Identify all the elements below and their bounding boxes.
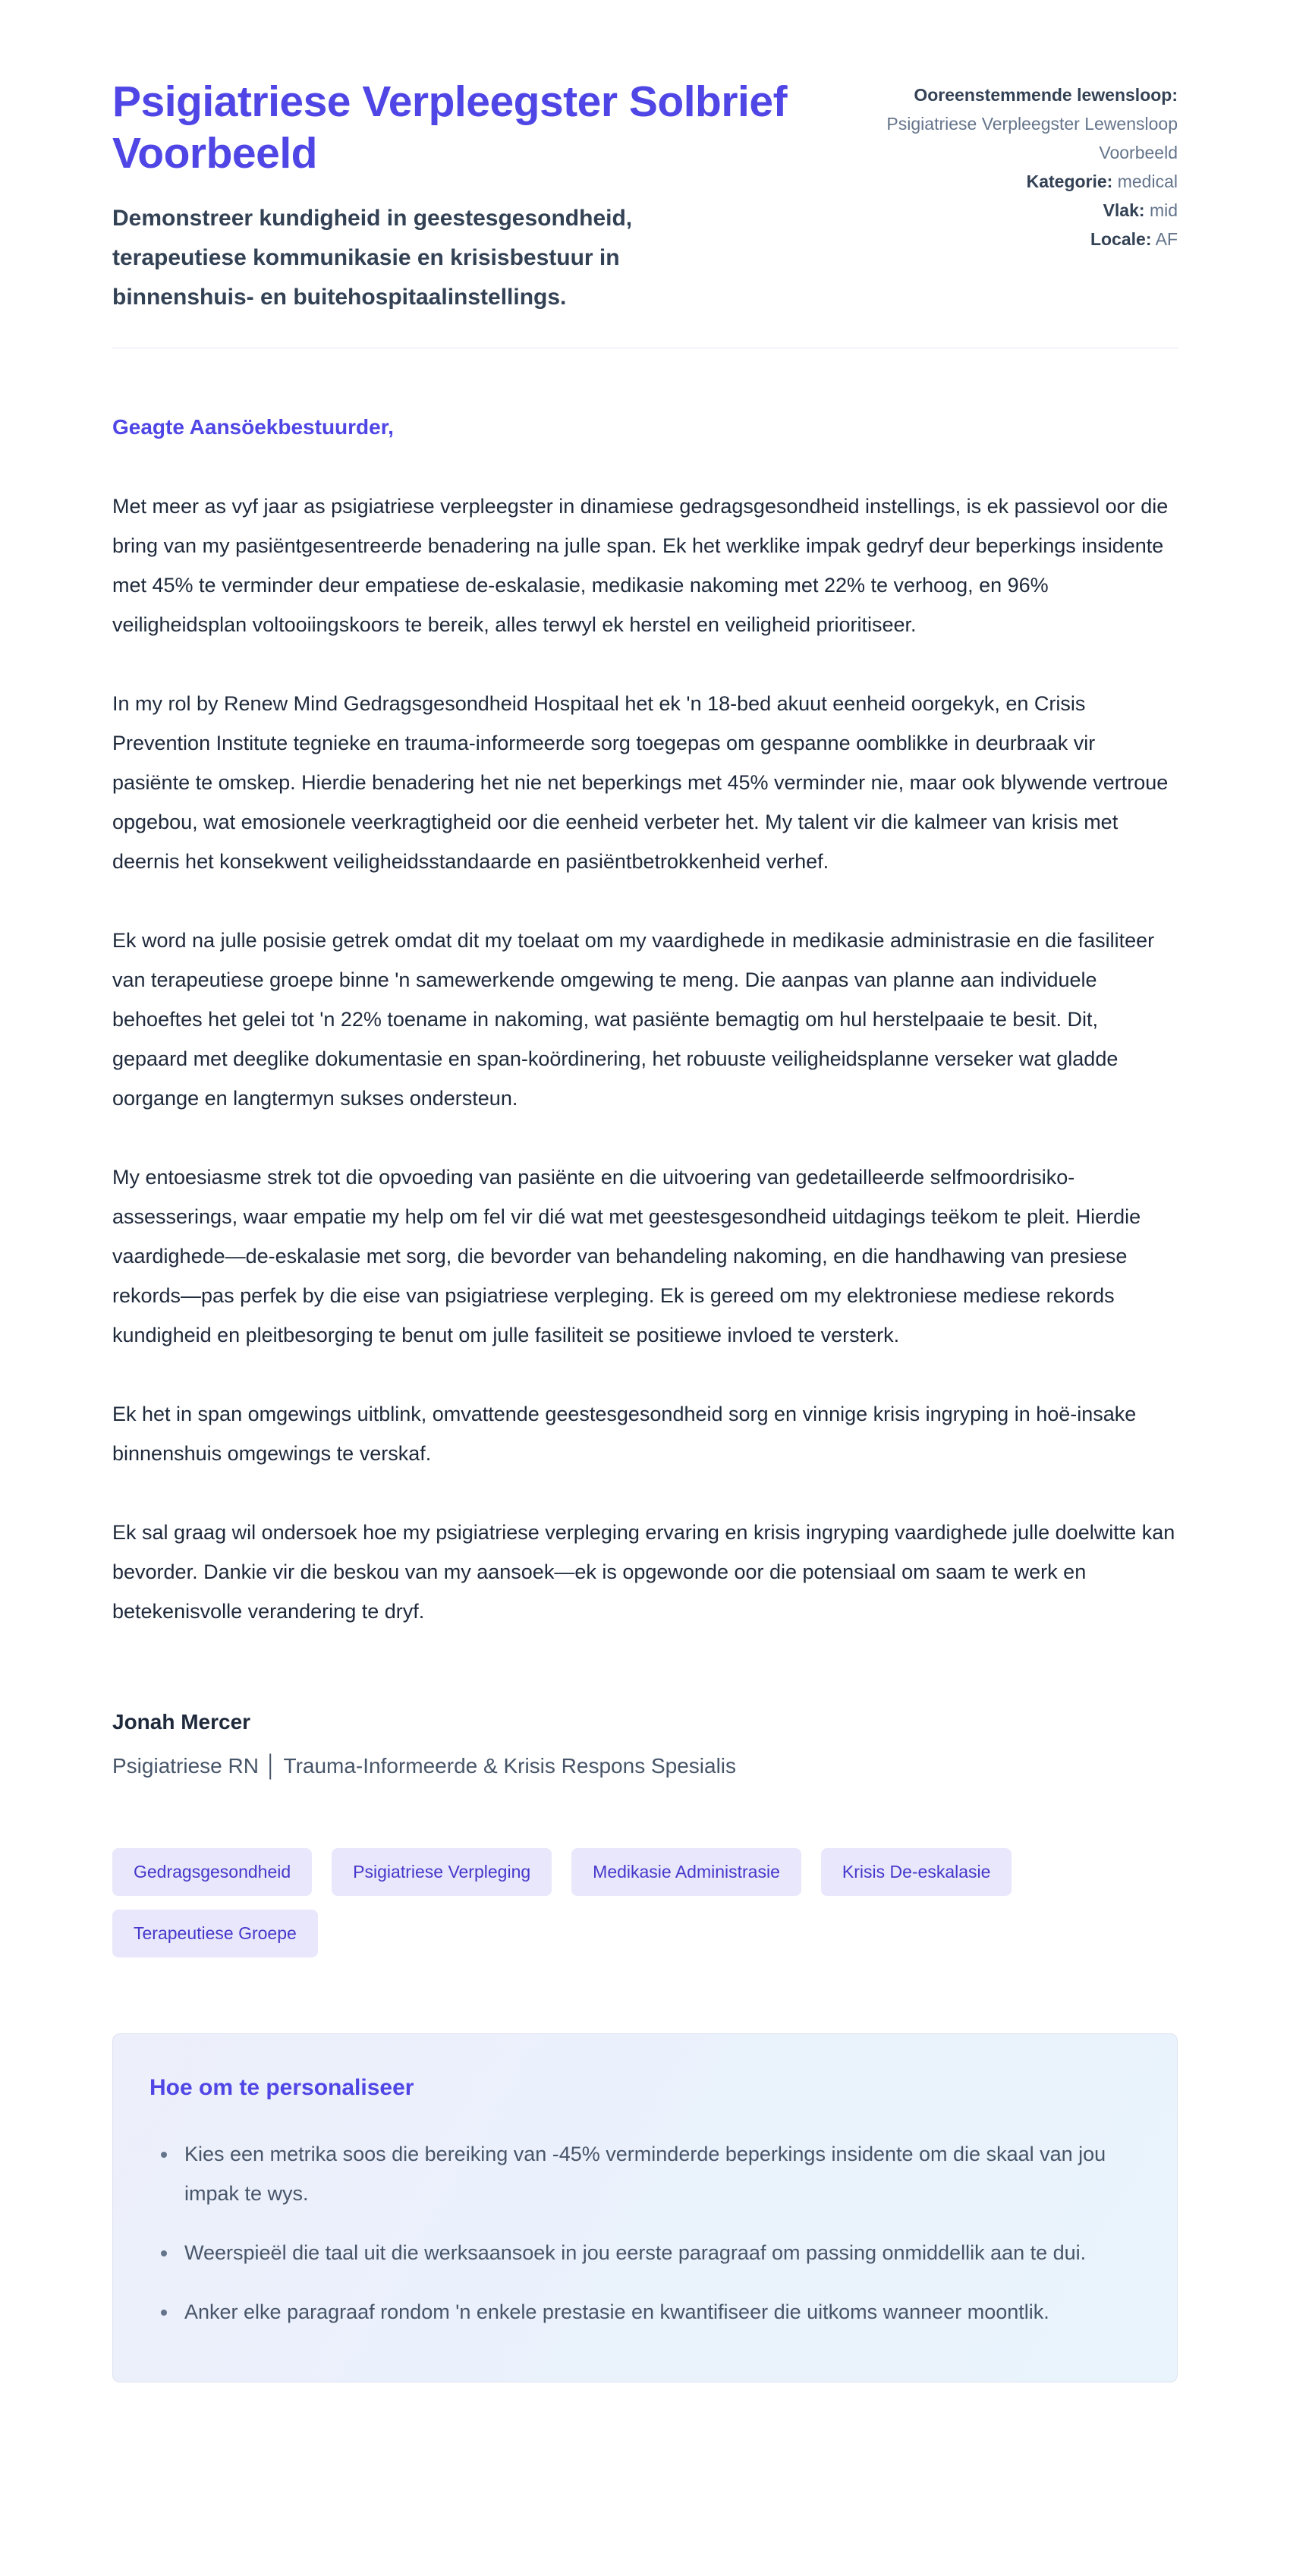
- tag-chip: Gedragsgesondheid: [112, 1848, 312, 1896]
- meta-level-line: [821, 196, 1178, 225]
- letter-body: [112, 487, 1178, 1631]
- meta-category-line: [821, 167, 1178, 196]
- personalize-list: [149, 2134, 1137, 2332]
- tag-chip: Krisis De-eskalasie: [821, 1848, 1012, 1896]
- skill-tags: [112, 1848, 1178, 1957]
- header-title-block: [112, 76, 821, 317]
- matching-resume-link[interactable]: Psigiatriese Verpleegster Lewensloop Voorbeeld: [886, 114, 1178, 162]
- letter-paragraph: My entoesiasme strek tot die opvoeding van pasiënte en die uitvoering van gedetailleerde selfmoordrisiko-assesserings, waar empatie my help om fel vir dié wat met geestesgesondheid uitdagings teëkom te pleit. Hierdie vaardighede—de-eskalasie met sorg, die bevorder van behandeling nakoming, en die handhawing van presiese rekords—pas perfek by die eise van psigiatriese verpleging. Ek is gereed om my elektroniese mediese rekords kundigheid en pleitbesorging te benut om julle fasiliteit se positiewe invloed te versterk.: [112, 1166, 1141, 1346]
- tag-chip: Terapeutiese Groepe: [112, 1910, 318, 1957]
- meta-level-value: mid: [1149, 200, 1178, 220]
- header-meta-block: [821, 76, 1178, 254]
- letter-paragraph: Ek het in span omgewings uitblink, omvattende geestesgesondheid sorg en vinnige krisis ingryping in hoë-insake binnenshuis omgewings te verskaf.: [112, 1403, 1137, 1465]
- page-header: [112, 76, 1178, 317]
- meta-locale-label: Locale:: [1090, 229, 1152, 249]
- page-title: Psigiatriese Verpleegster Solbrief Voorbeeld: [112, 77, 788, 178]
- page-subtitle: Demonstreer kundigheid in geestesgesondheid, terapeutiese kommunikasie en krisisbestuur in binnenshuis- en buitehospitaalinstellings.: [112, 206, 633, 310]
- personalize-card: [112, 2033, 1178, 2382]
- meta-category-value: medical: [1117, 172, 1178, 191]
- letter-paragraph: Ek word na julle posisie getrek omdat dit my toelaat om my vaardighede in medikasie administrasie en die fasiliteer van terapeutiese groepe binne 'n samewerkende omgewing te meng. Die aanpas van planne aan individuele behoeftes het gelei tot 'n 22% toename in nakoming, wat pasiënte bemagtig om hul herstelpaaie te besit. Dit, gepaard met deeglike dokumentasie en span-koördinering, het robuuste veiligheidsplanne verseker wat gladde oorgange en langtermyn sukses ondersteun.: [112, 929, 1155, 1110]
- tag-chip: Psigiatriese Verpleging: [332, 1848, 552, 1896]
- tag-chip: Medikasie Administrasie: [571, 1848, 801, 1896]
- letter-salutation: Geagte Aansöekbestuurder,: [112, 415, 394, 439]
- letter-paragraph: In my rol by Renew Mind Gedragsgesondheid Hospitaal het ek 'n 18-bed akuut eenheid oorgekyk, en Crisis Prevention Institute tegnieke en trauma-informeerde sorg toegepas om gespanne oomblikke in deurbraak vir pasiënte te omskep. Hierdie benadering het nie net beperkings met 45% verminder nie, maar ook blywende vertroue opgebou, wat emosionele veerkragtigheid oor die eenheid verbeter het. My talent vir die kalmeer van krisis met deernis het konsekwent veiligheidsstandaarde en pasiëntbetrokkenheid verhef.: [112, 692, 1169, 873]
- personalize-heading: Hoe om te personaliseer: [149, 2075, 414, 2100]
- meta-level-label: Vlak:: [1103, 200, 1145, 220]
- signature-block: [112, 1710, 1178, 1778]
- letter-paragraph: Met meer as vyf jaar as psigiatriese verpleegster in dinamiese gedragsgesondheid instellings, is ek passievol oor die bring van my pasiëntgesentreerde benadering na julle span. Ek het werklike impak gedryf deur beperkings insidente met 45% te verminder deur empatiese de-eskalasie, medikasie nakoming met 22% te verhoog, en 96% veiligheidsplan voltooiingskoors te bereik, alles terwyl ek herstel en veiligheid prioritiseer.: [112, 495, 1169, 636]
- meta-locale-value: AF: [1155, 229, 1178, 249]
- personalize-bullet: • Anker elke paragraaf rondom 'n enkele prestasie en kwantifiseer die uitkoms wanneer moontlik.: [178, 2292, 1137, 2332]
- meta-locale-line: [821, 225, 1178, 254]
- meta-category-label: Kategorie:: [1026, 172, 1113, 191]
- letter-paragraph: Ek sal graag wil ondersoek hoe my psigiatriese verpleging ervaring en krisis ingryping vaardighede julle doelwitte kan bevorder. Dankie vir die beskou van my aansoek—ek is opgewonde oor die potensiaal om saam te werk en betekenisvolle verandering te dryf.: [112, 1521, 1175, 1623]
- signature-title: Psigiatriese RN │ Trauma-Informeerde & Krisis Respons Spesialis: [112, 1754, 737, 1778]
- personalize-bullet: • Weerspieël die taal uit die werksaansoek in jou eerste paragraaf om passing onmiddellik aan te dui.: [178, 2233, 1137, 2272]
- meta-resume-link-line: [821, 109, 1178, 167]
- signature-name: Jonah Mercer: [112, 1710, 251, 1734]
- personalize-bullet: • Kies een metrika soos die bereiking van -45% verminderde beperkings insidente om die skaal van jou impak te wys.: [178, 2134, 1137, 2213]
- meta-resume-label: Ooreenstemmende lewensloop:: [914, 85, 1178, 105]
